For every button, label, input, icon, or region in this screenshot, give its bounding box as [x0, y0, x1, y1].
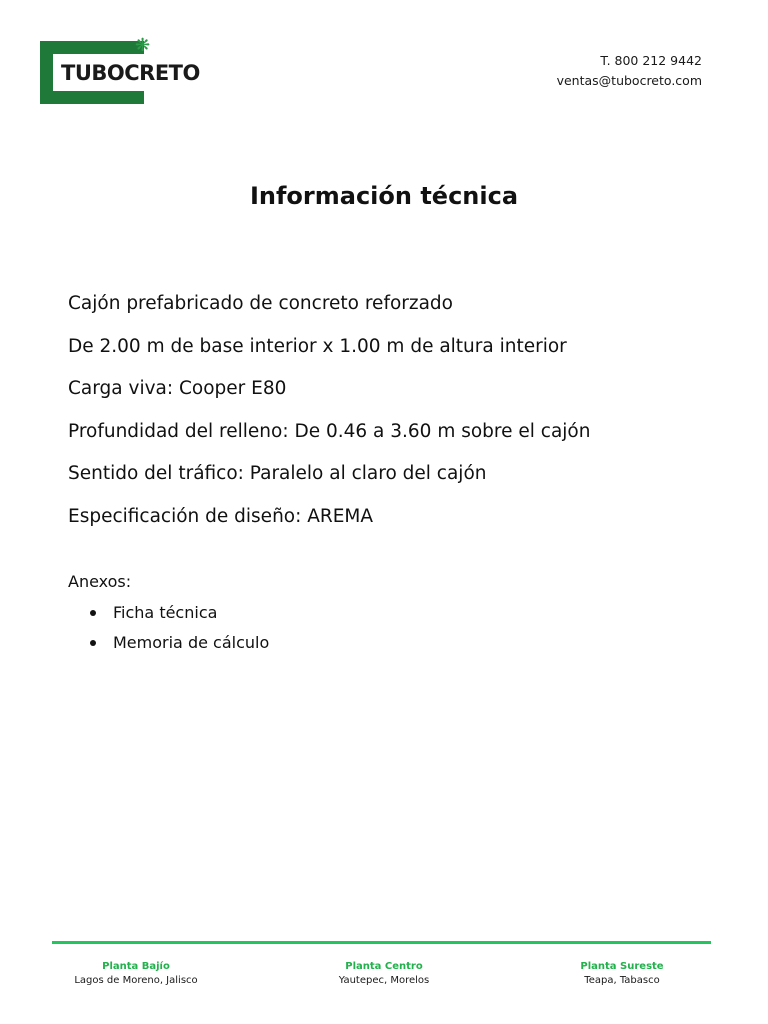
annexes-title: Anexos:	[68, 572, 132, 591]
bullet-icon	[90, 640, 96, 646]
plant-location: Yautepec, Morelos	[338, 975, 430, 986]
logo-wordmark: TUBOCRETO	[58, 61, 203, 85]
plant-bajio	[66, 960, 206, 988]
spec-line: Profundidad del relleno: De 0.46 a 3.60 m sobre el cajón	[68, 420, 591, 442]
plant-location: Lagos de Moreno, Jalisco	[74, 975, 198, 986]
spec-line: De 2.00 m de base interior x 1.00 m de altura interior	[68, 335, 567, 357]
spec-line: Especificación de diseño: AREMA	[68, 505, 374, 527]
annexes-list	[68, 598, 269, 658]
annexes-section	[68, 570, 269, 658]
plant-name: Planta Sureste	[580, 961, 664, 972]
plant-centro	[318, 960, 450, 988]
bullet-icon	[90, 610, 96, 616]
annex-item	[68, 628, 269, 658]
contact-info	[557, 51, 702, 91]
spec-list	[68, 283, 590, 539]
spec-line: Sentido del tráfico: Paralelo al claro del cajón	[68, 463, 487, 485]
plant-name: Planta Centro	[345, 961, 423, 972]
tubocreto-logo	[40, 35, 200, 106]
logo-frame-corner	[131, 91, 144, 104]
phone-number: T. 800 212 9442	[600, 53, 702, 68]
annex-item-label: Ficha técnica	[113, 603, 218, 622]
spec-line: Carga viva: Cooper E80	[68, 378, 287, 400]
annex-item	[68, 598, 269, 628]
plant-location: Teapa, Tabasco	[584, 975, 660, 986]
plant-sureste	[560, 960, 684, 988]
asterisk-icon: ❋	[135, 35, 151, 56]
footer-divider	[52, 941, 711, 944]
plant-name: Planta Bajío	[102, 961, 170, 972]
annex-item-label: Memoria de cálculo	[113, 633, 270, 652]
spec-line: Cajón prefabricado de concreto reforzado	[68, 293, 453, 314]
email-address: ventas@tubocreto.com	[556, 73, 702, 88]
page-title: Información técnica	[249, 182, 519, 210]
